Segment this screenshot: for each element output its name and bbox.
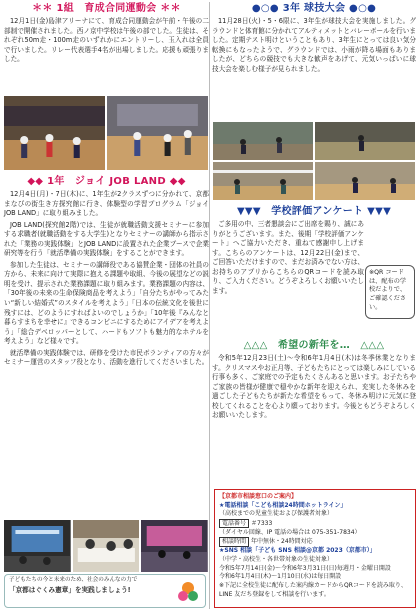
footer-line: 子どもたちの今と未来のため、社会のみんなの力で — [9, 577, 138, 583]
ball-photos — [213, 122, 416, 200]
left-column — [4, 0, 209, 65]
tel-label: 電話番号 — [219, 519, 249, 528]
joy-paragraph-2: JOB LAND(探究館2階)では、生徒が就職活動支援セミナーに参加する求職者(就職活動をする大学生)となりセミナーの講師から指示された「業務の実践体験」とJOB LANDに設置された企業ブースで企業研究等を行う「就活準備の実践体験」をすることができます。 — [4, 220, 209, 258]
hagukumi-logo-icon — [175, 579, 201, 605]
sns-line: ★SNS 相談「子ども SNS 相談@京都 2023（京都市）」 — [219, 547, 376, 555]
joy-section — [4, 176, 209, 368]
hours-value: 年中無休・24時間対応 — [251, 538, 313, 546]
joy-paragraph-4: 就活準備の実践体験では、研修を受けた市民ボランティアの方々がセミナー運営のスタッフ役となり、活動を進行してくださいました。 — [4, 348, 209, 367]
dial-note: （ダイヤル回線、IP 電話の場合は 075-351-7834） — [219, 528, 361, 536]
ball-photo-3 — [213, 162, 313, 200]
joy-photo-1 — [4, 520, 71, 572]
qr-note-box — [365, 265, 415, 319]
joy-paragraph-1: 12月4日(月)・7日(木)に、1年生が2クラスずつに分かれて、京都まなびの街生き方探究館に行き、体験型の学習プログラム「ジョイJOB LAND」に取り組みました。 — [4, 190, 209, 218]
ball-photo-1 — [213, 122, 313, 160]
newyear-section — [212, 340, 416, 421]
sports-photo-2 — [107, 96, 208, 170]
joy-photo-3 — [141, 520, 208, 572]
column-divider — [209, 2, 210, 609]
sports-body: 12月1日(金)島津アリーナにて、育成合同運動会が午前・午後の二部制で開催されました。西ノ京中学校は午後の部でした。生徒は、それぞれ50m走・100m走のいずれかにエントリーし、玉入れは全員で行いました。リレー代表選手4名が出場しました。応援も頑張りました。 — [4, 17, 209, 64]
joy-photos — [4, 520, 208, 572]
sports-title: ＊＊ 1組 育成合同運動会 ＊＊ — [32, 3, 181, 14]
ball-photo-2 — [315, 122, 415, 160]
newyear-body: 令和5年12月23日(土)〜令和6年1月4日(木)は冬季休業となります。クリスマスやお正月等、子どもたちにとっては楽しみにしている行事も多く、ご家庭での予定もたくさんあると思います。お子たちやご家族の皆様が健康で穏やかな新年を迎えられ、充実した冬休みを過ごした子どもたちが新たな希望をもって、冬休み明けに元気に登校してくれることを心より願っております。今後ともどうぞよろしくお願いいたします。 — [212, 354, 416, 420]
tel-value: ＃7333 — [251, 520, 273, 528]
newyear-title: △△△ 希望の新年を… △△△ — [243, 340, 385, 351]
contact-title: 【京都市相談窓口のご案内】 — [219, 493, 298, 500]
survey-title: ▼▼▼ 学校評価アンケート ▼▼▼ — [236, 206, 392, 217]
contact-line-1: ★電話相談「こども相談24時間ホットライン」 — [219, 501, 347, 509]
ball-body: 11月28日(火)・5・6限に、3年生が球技大会を実施しました。グラウンドと体育館に分かれてアルティメットとバレーボールを行いました。定期テスト明けということもあり、3年生にとっては良い気分転換にもなったようで、グラウンドでは、小雨が降る場面もありましたが、どちらの競技でも大きな歓声をあげて、元気いっぱいに球技大会を楽しむ様子が見られました。 — [212, 17, 416, 73]
hours-label: 相談時間 — [219, 537, 249, 546]
sns-note: ※下記に全校生徒に配布した案内線カードからQRコードを読み取り、LINE 友だち登録をして相談を行います。 — [219, 581, 407, 598]
contact-box — [214, 489, 416, 608]
sports-photos — [4, 96, 208, 170]
qr-note: ※QR コードは、配布の学校だよりで、ご確認ください。 — [369, 269, 407, 311]
ball-section — [212, 0, 416, 74]
sns-period-1: 令和5年7月14日(金)〜令和6年3月31日(日)毎週月・金曜日開設 — [219, 564, 391, 572]
contact-line-2: （高校までの児童生徒および保護者対象） — [219, 510, 334, 518]
joy-photo-2 — [73, 520, 140, 572]
footer-brand: 「京都はぐくみ憲章」 — [9, 585, 75, 594]
sns-sub: （中学・高校生・各世帯対象の生徒対象） — [219, 555, 334, 563]
footer-banner — [4, 574, 206, 608]
ball-photo-4 — [315, 162, 415, 200]
joy-title: ◆◆ 1年 ジョイ JOB LAND ◆◆ — [27, 176, 186, 187]
sports-photo-1 — [4, 96, 105, 170]
sns-period-2: 令和6年1月4日(木)〜1月10日(水)は毎日開設 — [219, 573, 342, 581]
footer-brand-suffix: を実践しましょう! — [74, 585, 131, 594]
survey-body: ご多用の中、三者懇談会にご出席を賜り、誠にありがとうございます。また、後期「学校評価アンケート」へご協力いただき、重ねて感謝申し上げます。こちらのアンケートは、12月22日(金)まで、ご回答いただけますので、まだお済みでない方は、お持ちのアプリからこちらのQRコードを読み取り、ご入力ください。どうぞよろしくお願いいたします。 — [212, 220, 364, 295]
ball-title: ●○● 3年 球技大会 ●○● — [251, 3, 377, 14]
joy-paragraph-3: 参加した生徒は、セミナーの講師役である協賛企業・団体の社員の方から、未来に向けて実際に抱える課題や取組、今後の展望などの説明を受け、提示された業務課題に取り組みます。業務課題の内容は、「30年後の未来の生命保険商品を考えよう」「自分たちがやってみたい“新しい結婚式”のスタイルを考えよう」「日本の伝統文化を後世に残すには、どのようにすればよいのでしょうか」「10年後『みんなと暮らすまちを幸せに』できるコンビニにするためにアイデアを考えよう」「総合デベロッパーとして、ハードもソフトも魅力的なホテルを考えよう」など様々です。 — [4, 260, 209, 346]
